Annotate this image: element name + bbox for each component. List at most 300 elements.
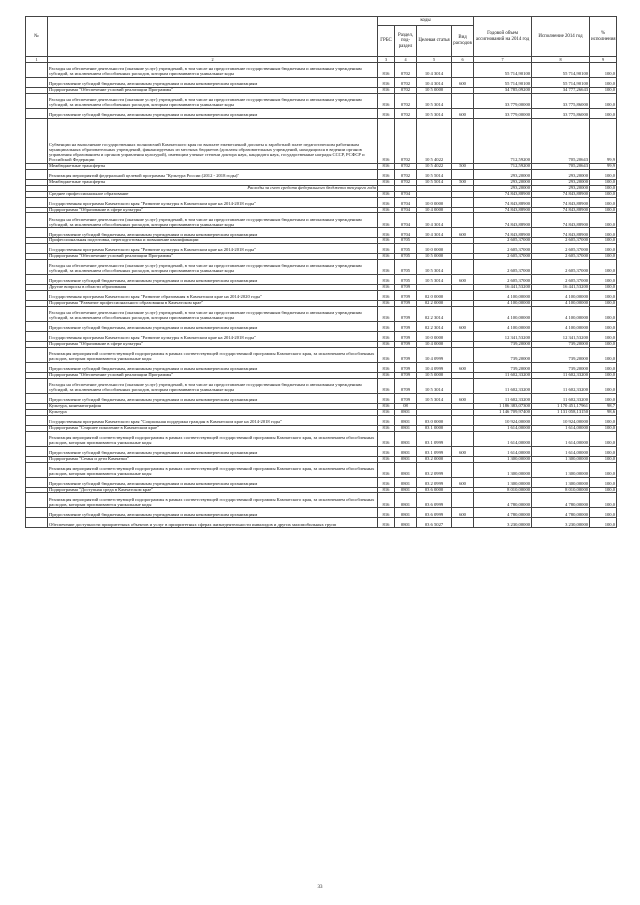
row-num-cell [26,169,48,179]
table-row [26,347,617,362]
row-num-cell [26,78,48,88]
row-cs-cell: 10 5 3014 [417,108,452,118]
row-name-cell: Подпрограмма "Старшее поколение в Камчатском крае" [48,425,378,431]
row-razdel-cell: 0801 [395,477,417,487]
row-grbs-cell: 816 [378,425,395,431]
table-row [26,197,617,207]
row-exec-cell: 2 605,37000 [532,244,590,254]
table-row [26,508,617,518]
row-razdel-cell: 0709 [395,291,417,301]
row-razdel-cell: 0702 [395,78,417,88]
row-cs-cell: 10 4 3014 [417,78,452,88]
row-exec-cell: 2 605,37000 [532,260,590,275]
row-name-cell: Подпрограмма "Обеспечение условий реализации Программы" [48,254,378,260]
row-num-cell [26,307,48,322]
row-pct-cell: 100,0 [590,169,617,179]
row-vr-cell: 500 [452,179,474,185]
row-name-cell: Реализация мероприятий соответствующей подпрограммы в рамках соответствующей государственной программы Камчатского края, за исключением обособленных расходов, которым присваиваются уникальные коды [48,431,378,446]
row-pct-cell: 100,0 [590,291,617,301]
row-razdel-cell: 0702 [395,179,417,185]
row-razdel-cell: 0709 [395,307,417,322]
row-pct-cell: 100,0 [590,88,617,94]
row-grbs-cell: 816 [378,291,395,301]
row-name-cell: Реализация мероприятий соответствующей подпрограммы в рамках соответствующей государственной программы Камчатского края, за исключением обособленных расходов, которым присваиваются уникальные коды [48,493,378,508]
row-pct-cell: 100,0 [590,477,617,487]
row-grbs-cell: 816 [378,191,395,197]
row-razdel-cell: 0705 [395,238,417,244]
row-num-cell [26,108,48,118]
row-grbs-cell: 816 [378,63,395,78]
row-pct-cell: 100,0 [590,285,617,291]
row-plan-cell: 12 341,53200 [474,332,532,342]
column-number: 4 [395,57,417,63]
row-vr-cell [452,93,474,108]
row-name-cell: Расходы на обеспечение деятельности (оказание услуг) учреждений, в том числе на предоставление государственным бюджетным и автономным учреждениям субсидий, за исключением обособленных расходов, которым присваиваются уникальные коды [48,307,378,322]
row-cs-cell: 10 5 3014 [417,393,452,403]
row-pct-cell: 100,0 [590,347,617,362]
row-cs-cell: 03 1 0000 [417,425,452,431]
row-name-cell: Профессиональная подготовка, переподготовка и повышение квалификации [48,238,378,244]
row-exec-cell: 2 605,37000 [532,275,590,285]
row-name-cell: Государственная программа Камчатского края "Развитие культуры в Камчатском крае на 2014-2018 годы" [48,197,378,207]
row-cs-cell: 03 6 0000 [417,487,452,493]
table-row [26,228,617,238]
row-plan-cell: 11 602,33200 [474,372,532,378]
column-number: 8 [532,57,590,63]
row-exec-cell: 10 924,00000 [532,415,590,425]
table-row [26,393,617,403]
row-pct-cell: 100,0 [590,260,617,275]
row-num-cell [26,477,48,487]
row-name-cell: Государственная программа Камчатского края "Развитие культуры в Камчатском крае на 2014-2018 годы" [48,244,378,254]
row-exec-cell: 74 843,88900 [532,213,590,228]
row-grbs-cell: 816 [378,169,395,179]
column-number: 7 [474,57,532,63]
header-exec: Исполнение 2014 год [532,17,590,57]
row-exec-cell: 2 605,37000 [532,238,590,244]
row-razdel-cell: 0702 [395,169,417,179]
row-exec-cell: 74 843,88900 [532,197,590,207]
row-exec-cell: 739,20000 [532,362,590,372]
header-razdel: Раздел, под-раздел [395,26,417,57]
row-vr-cell: 600 [452,228,474,238]
row-exec-cell: 293,20000 [532,179,590,185]
row-exec-cell: 12 341,53200 [532,332,590,342]
row-pct-cell: 100,0 [590,425,617,431]
row-name-cell: Государственная программа Камчатского края "Развитие культуры в Камчатском крае на 2014-2018 годы" [48,332,378,342]
row-name-cell: Подпрограмма "Доступная среда в Камчатском крае" [48,487,378,493]
row-grbs-cell: 816 [378,378,395,393]
row-name-cell: Реализация мероприятий соответствующей подпрограммы в рамках соответствующей государственной программы Камчатского края, за исключением обособленных расходов, которым присваиваются уникальные коды [48,347,378,362]
row-name-cell: Культура, кинематография [48,403,378,409]
row-exec-cell: 1 131 058,13150 [532,409,590,415]
row-plan-cell: 4 100,00000 [474,322,532,332]
row-exec-cell: 16 441,53200 [532,285,590,291]
row-cs-cell: 03 2 0999 [417,462,452,477]
row-plan-cell: 74 843,88900 [474,197,532,207]
row-razdel-cell: 08 [395,403,417,409]
header-cs: Целевая статья [417,26,452,57]
row-exec-cell: 1 614,00000 [532,431,590,446]
row-num-cell [26,431,48,446]
row-vr-cell [452,213,474,228]
row-plan-cell: 1 300,00000 [474,477,532,487]
row-razdel-cell: 0704 [395,228,417,238]
row-pct-cell: 100,0 [590,207,617,213]
row-name-cell: Реализация мероприятий соответствующей подпрограммы в рамках соответствующей государственной программы Камчатского края, за исключением обособленных расходов, которым присваиваются уникальные коды [48,462,378,477]
table-row [26,78,617,88]
row-name-cell: Подпрограмма "Развитие профессионального образования в Камчатском крае" [48,301,378,307]
row-num-cell [26,244,48,254]
row-name-cell: Межбюджетные трансферты [48,163,378,169]
row-vr-cell [452,332,474,342]
row-grbs-cell: 816 [378,322,395,332]
row-plan-cell: 2 605,37000 [474,238,532,244]
row-name-cell: Расходы на обеспечение деятельности (оказание услуг) учреждений, в том числе на предоставление государственным бюджетным и автономным учреждениям субсидий, за исключением обособленных расходов, которым присваиваются уникальные коды [48,378,378,393]
row-name-cell: Предоставление субсидий бюджетным, автономным учреждениям и иным некоммерческим организациям [48,508,378,518]
row-pct-cell: 100,0 [590,431,617,446]
row-num-cell [26,378,48,393]
row-num-cell [26,275,48,285]
row-vr-cell: 500 [452,163,474,169]
row-pct-cell: 100,0 [590,362,617,372]
row-plan-cell: 2 605,37000 [474,275,532,285]
row-razdel-cell: 0702 [395,63,417,78]
row-exec-cell: 33 775,86000 [532,93,590,108]
row-plan-cell: 1 614,00000 [474,431,532,446]
row-grbs-cell: 816 [378,508,395,518]
row-plan-cell: 34 785,09200 [474,88,532,94]
row-exec-cell: 1 300,00000 [532,477,590,487]
row-name-cell: Расходы за счет средств федерального бюджета текущего года [48,185,378,191]
row-razdel-cell: 0702 [395,108,417,118]
table-row [26,275,617,285]
row-num-cell [26,63,48,78]
row-pct-cell: 100,0 [590,415,617,425]
row-exec-cell: 293,20000 [532,185,590,191]
row-cs-cell: 02 2 0000 [417,301,452,307]
row-num-cell [26,518,48,528]
row-razdel-cell: 0801 [395,425,417,431]
column-number: 9 [590,57,617,63]
row-pct-cell: 100,0 [590,378,617,393]
header-grbs: ГРБС [378,26,395,57]
row-vr-cell [452,431,474,446]
row-exec-cell: 1 300,00000 [532,462,590,477]
row-grbs-cell: 816 [378,118,395,163]
row-grbs-cell: 816 [378,487,395,493]
row-num-cell [26,213,48,228]
row-vr-cell: 600 [452,477,474,487]
row-plan-cell: 4 100,00000 [474,307,532,322]
row-name-cell: Предоставление субсидий бюджетным, автономным учреждениям и иным некоммерческим организациям [48,477,378,487]
row-exec-cell: 1 170 451,17961 [532,403,590,409]
row-razdel-cell: 0704 [395,197,417,207]
row-cs-cell: 10 5 5014 [417,169,452,179]
row-plan-cell: 11 602,33200 [474,393,532,403]
row-cs-cell: 10 5 4022 [417,163,452,169]
row-cs-cell: 03 6 5027 [417,518,452,528]
row-name-cell: Государственная программа Камчатского края "Развитие образования в Камчатском крае на 2014-2020 годы" [48,291,378,301]
row-plan-cell: 33 779,00000 [474,93,532,108]
row-grbs-cell: 816 [378,362,395,372]
table-row [26,518,617,528]
row-grbs-cell: 816 [378,108,395,118]
table-body [26,57,617,528]
row-cs-cell: 10 5 3014 [417,260,452,275]
header-num: № [26,17,48,57]
row-exec-cell: 705,20643 [532,118,590,163]
row-num-cell [26,322,48,332]
row-cs-cell: 10 4 0999 [417,362,452,372]
row-grbs-cell: 816 [378,93,395,108]
row-grbs-cell: 816 [378,254,395,260]
page-number: 33 [317,885,323,890]
row-cs-cell: 10 0 0000 [417,332,452,342]
row-vr-cell [452,415,474,425]
row-grbs-cell: 816 [378,244,395,254]
table-row [26,477,617,487]
row-grbs-cell: 816 [378,197,395,207]
row-grbs-cell: 816 [378,347,395,362]
row-razdel-cell: 0801 [395,409,417,415]
row-razdel-cell: 0702 [395,93,417,108]
row-plan-cell: 1 300,00000 [474,456,532,462]
row-pct-cell: 100,0 [590,372,617,378]
row-cs-cell: 10 5 3014 [417,378,452,393]
row-grbs-cell: 816 [378,228,395,238]
row-vr-cell: 600 [452,108,474,118]
row-razdel-cell: 0704 [395,213,417,228]
row-grbs-cell: 816 [378,207,395,213]
row-plan-cell: 55 714,90100 [474,63,532,78]
row-cs-cell: 03 6 0999 [417,493,452,508]
row-num-cell [26,415,48,425]
row-razdel-cell: 0709 [395,301,417,307]
row-num-cell [26,393,48,403]
row-razdel-cell: 0801 [395,415,417,425]
row-exec-cell: 4 100,00000 [532,291,590,301]
table-row [26,291,617,301]
row-pct-cell: 100,0 [590,254,617,260]
row-cs-cell: 10 5 5014 [417,179,452,185]
row-name-cell: Государственная программа Камчатского края "Социальная поддержка граждан в Камчатском крае на 2014-2018 годы" [48,415,378,425]
row-cs-cell: 03 1 0999 [417,446,452,456]
table-row [26,244,617,254]
row-razdel-cell: 0709 [395,285,417,291]
row-plan-cell: 4 100,00000 [474,301,532,307]
row-vr-cell: 600 [452,78,474,88]
row-pct-cell: 100,0 [590,228,617,238]
column-number: 1 [26,57,48,63]
row-razdel-cell: 0702 [395,163,417,169]
row-cs-cell: 10 5 0000 [417,88,452,94]
row-razdel-cell: 0709 [395,393,417,403]
row-name-cell: Подпрограмма "Обеспечение условий реализации Программы" [48,372,378,378]
row-razdel-cell: 0801 [395,493,417,508]
row-exec-cell: 11 602,33200 [532,372,590,378]
row-num-cell [26,260,48,275]
row-pct-cell: 100,0 [590,456,617,462]
row-grbs-cell: 816 [378,213,395,228]
row-razdel-cell: 0704 [395,207,417,213]
row-num-cell [26,197,48,207]
row-grbs-cell: 816 [378,493,395,508]
row-name-cell: Межбюджетные трансферты [48,179,378,185]
row-plan-cell: 2 605,37000 [474,244,532,254]
row-cs-cell: 02 2 3014 [417,322,452,332]
row-cs-cell: 10 5 3014 [417,93,452,108]
row-pct-cell: 99,9 [590,118,617,163]
row-name-cell: Другие вопросы в области образования [48,285,378,291]
row-cs-cell: 03 2 0000 [417,456,452,462]
row-num-cell [26,508,48,518]
row-pct-cell: 100,0 [590,63,617,78]
row-exec-cell: 74 843,88900 [532,191,590,197]
row-name-cell: Предоставление субсидий бюджетным, автономным учреждениям и иным некоммерческим организациям [48,228,378,238]
column-number: 5 [417,57,452,63]
row-cs-cell: 10 4 0999 [417,347,452,362]
row-exec-cell: 55 714,90100 [532,78,590,88]
row-num-cell [26,118,48,163]
row-grbs-cell: 816 [378,431,395,446]
row-name-cell: Предоставление субсидий бюджетным, автономным учреждениям и иным некоммерческим организациям [48,108,378,118]
header-name [48,17,378,57]
row-grbs-cell: 816 [378,342,395,348]
table-row [26,362,617,372]
row-exec-cell: 705,20643 [532,163,590,169]
row-razdel-cell: 0709 [395,332,417,342]
row-razdel-cell: 0702 [395,88,417,94]
row-plan-cell: 293,20000 [474,169,532,179]
row-cs-cell: 02 2 3014 [417,307,452,322]
row-pct-cell: 100,0 [590,93,617,108]
row-razdel-cell: 0709 [395,372,417,378]
row-plan-cell: 74 843,88900 [474,228,532,238]
row-plan-cell: 4 780,00000 [474,508,532,518]
row-razdel-cell: 0709 [395,342,417,348]
row-cs-cell: 10 4 3014 [417,63,452,78]
row-name-cell: Расходы на обеспечение деятельности (оказание услуг) учреждений, в том числе на предоставление государственным бюджетным и автономным учреждениям субсидий, за исключением обособленных расходов, которым присваиваются уникальные коды [48,260,378,275]
row-plan-cell: 712,59200 [474,118,532,163]
header-pct: % исполнения [590,17,617,57]
row-grbs-cell: 816 [378,179,395,185]
row-pct-cell: 98,7 [590,403,617,409]
row-pct-cell: 100,0 [590,275,617,285]
row-exec-cell: 1 614,00000 [532,425,590,431]
row-vr-cell: 600 [452,393,474,403]
row-razdel-cell: 0709 [395,362,417,372]
table-row [26,446,617,456]
row-plan-cell: 33 779,00000 [474,108,532,118]
row-pct-cell: 100,0 [590,322,617,332]
row-grbs-cell: 816 [378,518,395,528]
row-cs-cell: 10 4 0000 [417,342,452,348]
row-grbs-cell: 816 [378,301,395,307]
row-exec-cell: 4 780,00000 [532,508,590,518]
row-exec-cell: 4 100,00000 [532,301,590,307]
row-plan-cell: 3 230,00000 [474,518,532,528]
row-num-cell [26,462,48,477]
row-vr-cell [452,347,474,362]
row-cs-cell: 10 0 0000 [417,197,452,207]
row-name-cell: Предоставление субсидий бюджетным, автономным учреждениям и иным некоммерческим организациям [48,78,378,88]
table-row [26,493,617,508]
row-cs-cell: 10 5 4022 [417,118,452,163]
row-cs-cell: 10 4 3014 [417,228,452,238]
row-exec-cell: 74 843,88900 [532,228,590,238]
row-pct-cell: 100,0 [590,197,617,207]
row-plan-cell: 74 843,88900 [474,191,532,197]
row-pct-cell: 100,0 [590,244,617,254]
row-name-cell: Предоставление субсидий бюджетным, автономным учреждениям и иным некоммерческим организациям [48,446,378,456]
row-grbs-cell: 816 [378,415,395,425]
row-plan-cell: 11 602,33200 [474,378,532,393]
row-grbs-cell: 816 [378,456,395,462]
row-plan-cell: 10 924,00000 [474,415,532,425]
row-razdel-cell: 0801 [395,508,417,518]
row-num-cell [26,291,48,301]
row-vr-cell: 600 [452,446,474,456]
table-row [26,462,617,477]
row-razdel-cell: 0801 [395,518,417,528]
row-razdel-cell: 0705 [395,275,417,285]
row-name-cell: Предоставление субсидий бюджетным, автономным учреждениям и иным некоммерческим организациям [48,362,378,372]
row-exec-cell: 1 614,00000 [532,446,590,456]
row-name-cell: Предоставление субсидий бюджетным, автономным учреждениям и иным некоммерческим организациям [48,393,378,403]
row-name-cell: Культура [48,409,378,415]
row-vr-cell: 600 [452,508,474,518]
table-row [26,332,617,342]
row-num-cell [26,362,48,372]
row-razdel-cell: 0705 [395,260,417,275]
row-plan-cell: 1 186 383,07300 [474,403,532,409]
row-name-cell: Предоставление субсидий бюджетным, автономным учреждениям и иным некоммерческим организациям [48,275,378,285]
row-exec-cell: 33 775,86000 [532,108,590,118]
row-grbs-cell: 816 [378,163,395,169]
row-pct-cell: 100,0 [590,78,617,88]
row-plan-cell: 1 614,00000 [474,446,532,456]
table-row [26,378,617,393]
row-cs-cell: 03 2 0999 [417,477,452,487]
row-pct-cell: 100,0 [590,301,617,307]
row-plan-cell: 712,59200 [474,163,532,169]
row-name-cell: Подпрограмма "Образование в сфере культуры" [48,342,378,348]
row-exec-cell: 11 602,33200 [532,393,590,403]
row-grbs-cell: 816 [378,275,395,285]
column-number: 2 [48,57,378,63]
table-row [26,118,617,163]
row-razdel-cell: 0705 [395,254,417,260]
row-exec-cell: 4 780,00000 [532,493,590,508]
row-num-cell [26,228,48,238]
row-grbs-cell: 816 [378,332,395,342]
row-cs-cell: 03 6 0999 [417,508,452,518]
row-grbs-cell: 816 [378,307,395,322]
row-name-cell: Подпрограмма "Обеспечение условий реализации Программы" [48,88,378,94]
row-razdel-cell: 0709 [395,322,417,332]
row-cs-cell: 10 4 0000 [417,207,452,213]
row-pct-cell: 99,9 [590,163,617,169]
row-plan-cell: 1 300,00000 [474,462,532,477]
row-num-cell [26,347,48,362]
row-exec-cell: 55 714,90100 [532,63,590,78]
row-pct-cell: 100,0 [590,508,617,518]
row-name-cell: Субвенции на выполнение государственных полномочий Камчатского края по выплате ежемесячной доплаты к заработной плате педагогическим работникам муниципальных образовательных учреждений, финансируемых из местных бюджетов (доплаты образовательных учреждений, находящихся в ведении органов управления образованием и органов управления культурой), имеющим ученые степени доктора наук, кандидата наук, государственные награды СССР, РСФСР и Российской Федерации [48,118,378,163]
table-row [26,108,617,118]
row-razdel-cell: 0801 [395,462,417,477]
row-name-cell: Среднее профессиональное образование [48,191,378,197]
